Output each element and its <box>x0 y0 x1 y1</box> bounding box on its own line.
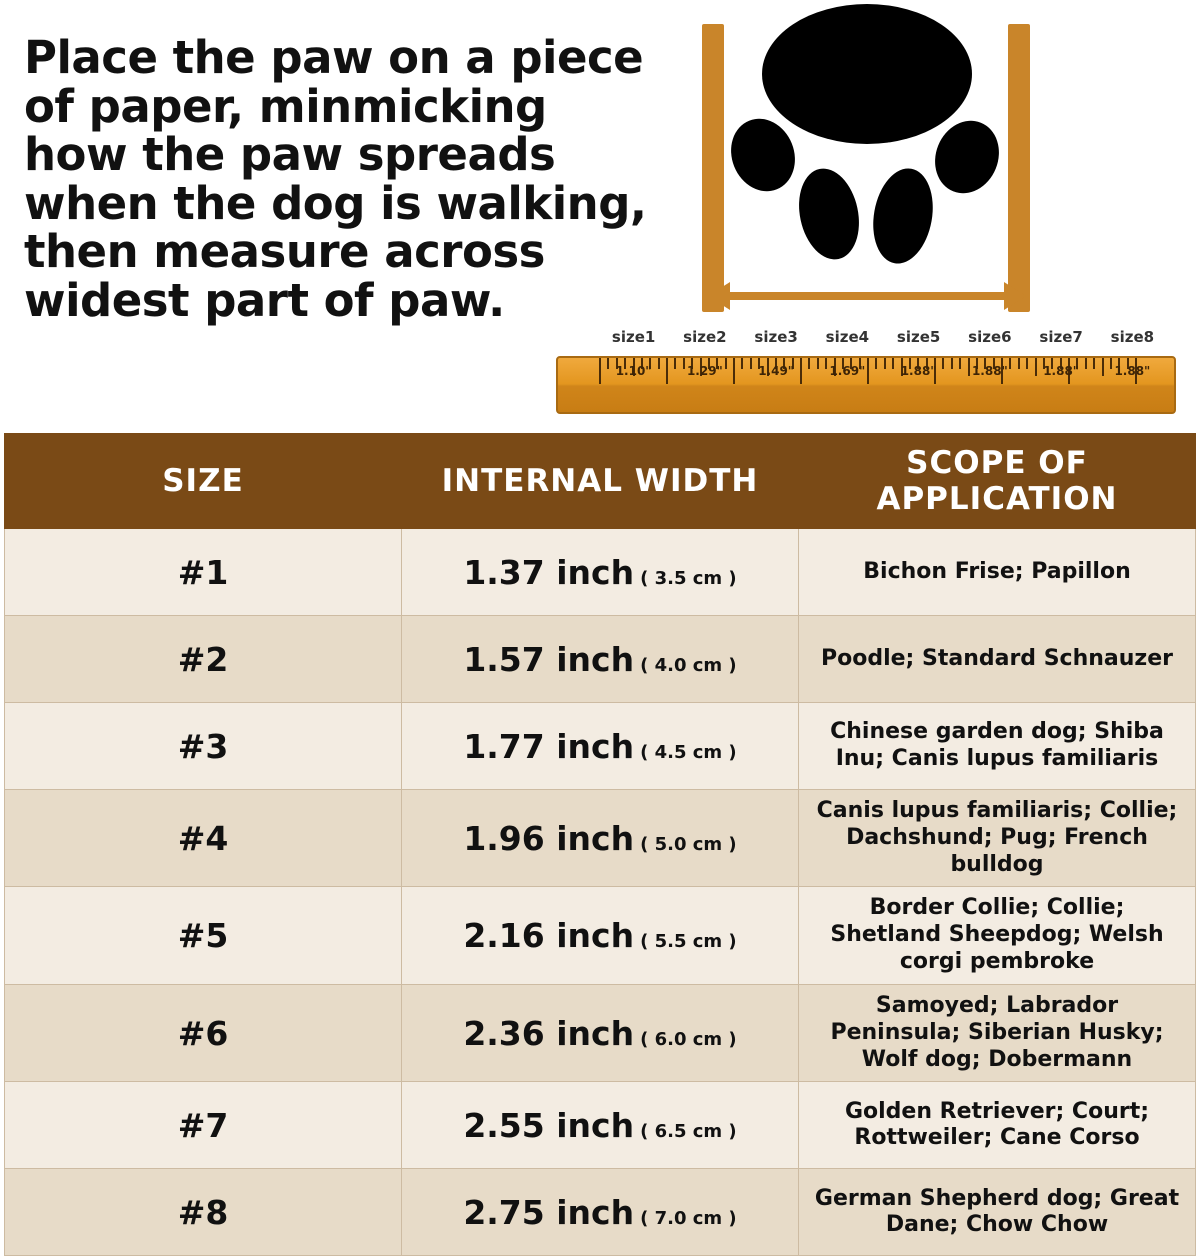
cell-scope: Bichon Frise; Papillon <box>799 529 1196 616</box>
cell-width-cm: ( 6.5 cm ) <box>640 1120 737 1142</box>
cell-width-cm: ( 6.0 cm ) <box>640 1028 737 1050</box>
cell-size: #3 <box>5 703 402 790</box>
cell-width-inch: 2.36 inch <box>463 1013 635 1053</box>
cell-scope: Samoyed; Labrador Peninsula; Siberian Husky; Wolf dog; Dobermann <box>799 984 1196 1081</box>
cell-width-inch: 2.55 inch <box>463 1105 635 1145</box>
table-row <box>5 984 1196 1081</box>
column-header-scope: SCOPE OF APPLICATION <box>799 434 1196 529</box>
table-row <box>5 887 1196 984</box>
cell-size: #6 <box>5 984 402 1081</box>
cell-internal-width <box>402 616 799 703</box>
ruler-graphic <box>556 328 1176 416</box>
cell-width-inch: 2.75 inch <box>463 1192 635 1232</box>
cell-size: #2 <box>5 616 402 703</box>
size-chart-table <box>4 433 1196 1256</box>
ruler-size-label: size3 <box>754 328 798 346</box>
cell-width-inch: 1.37 inch <box>463 552 635 592</box>
cell-internal-width <box>402 790 799 887</box>
table-row <box>5 616 1196 703</box>
ruler-inch-label: 1.88" <box>900 364 937 378</box>
table-row <box>5 790 1196 887</box>
measure-bracket-right <box>1008 24 1030 312</box>
paw-toe-pad-3 <box>866 164 940 269</box>
ruler-inch-label: 1.69" <box>829 364 866 378</box>
cell-width-cm: ( 5.5 cm ) <box>640 931 737 953</box>
table-row <box>5 703 1196 790</box>
ruler-inch-label: 1.88" <box>1043 364 1080 378</box>
paw-toe-pad-2 <box>791 163 867 265</box>
ruler-size-label: size1 <box>611 328 656 346</box>
ruler-size-label: size8 <box>1110 328 1155 346</box>
ruler-size-labels <box>598 328 1168 350</box>
ruler-size-label: size6 <box>968 328 1012 346</box>
ruler-inch-label: 1.29" <box>686 364 723 378</box>
cell-width-inch: 1.77 inch <box>463 726 635 766</box>
table-row <box>5 529 1196 616</box>
table-row <box>5 1082 1196 1169</box>
cell-internal-width <box>402 1082 799 1169</box>
cell-size: #1 <box>5 529 402 616</box>
ruler-inch-label: 1.88" <box>1114 364 1151 378</box>
paw-main-pad <box>762 4 972 144</box>
cell-width-cm: ( 4.5 cm ) <box>640 741 737 763</box>
cell-width-inch: 1.96 inch <box>463 818 635 858</box>
cell-scope: Canis lupus familiaris; Collie; Dachshund; Pug; French bulldog <box>799 790 1196 887</box>
cell-scope: Chinese garden dog; Shiba Inu; Canis lupus familiaris <box>799 703 1196 790</box>
cell-scope: Border Collie; Collie; Shetland Sheepdog; Welsh corgi pembroke <box>799 887 1196 984</box>
table-header-row <box>5 434 1196 529</box>
ruler-size-label: size5 <box>896 328 941 346</box>
cell-scope: Golden Retriever; Court; Rottweiler; Cane Corso <box>799 1082 1196 1169</box>
ruler-inch-labels <box>598 364 1168 384</box>
cell-width-inch: 2.16 inch <box>463 916 635 956</box>
cell-width-cm: ( 3.5 cm ) <box>640 567 737 589</box>
cell-internal-width <box>402 887 799 984</box>
measure-bracket-left <box>702 24 724 312</box>
cell-size: #8 <box>5 1169 402 1256</box>
cell-scope: German Shepherd dog; Great Dane; Chow Chow <box>799 1169 1196 1256</box>
cell-internal-width <box>402 984 799 1081</box>
ruler-inch-label: 1.49" <box>758 364 795 378</box>
width-arrow-line <box>724 292 1008 300</box>
ruler-size-label: size2 <box>683 328 727 346</box>
cell-internal-width <box>402 529 799 616</box>
cell-internal-width <box>402 1169 799 1256</box>
cell-internal-width <box>402 703 799 790</box>
measurement-instruction-text: Place the paw on a piece of paper, minmicking how the paw spreads when the dog is walking, then measure across widest part of paw. <box>24 31 647 327</box>
ruler-size-label: size7 <box>1039 328 1083 346</box>
ruler-inch-label: 1.88" <box>971 364 1008 378</box>
ruler-size-label: size4 <box>825 328 870 346</box>
column-header-size: SIZE <box>5 434 402 529</box>
ruler-inch-label: 1.10" <box>615 364 652 378</box>
cell-size: #5 <box>5 887 402 984</box>
paw-illustration <box>690 0 1050 320</box>
column-header-internal-width: INTERNAL WIDTH <box>402 434 799 529</box>
table-row <box>5 1169 1196 1256</box>
cell-scope: Poodle; Standard Schnauzer <box>799 616 1196 703</box>
cell-width-cm: ( 7.0 cm ) <box>640 1207 737 1229</box>
cell-width-cm: ( 5.0 cm ) <box>640 833 737 855</box>
cell-size: #7 <box>5 1082 402 1169</box>
width-arrow-head-left <box>708 282 730 310</box>
cell-width-inch: 1.57 inch <box>463 639 635 679</box>
cell-size: #4 <box>5 790 402 887</box>
cell-width-cm: ( 4.0 cm ) <box>640 654 737 676</box>
width-arrow-head-right <box>1004 282 1026 310</box>
